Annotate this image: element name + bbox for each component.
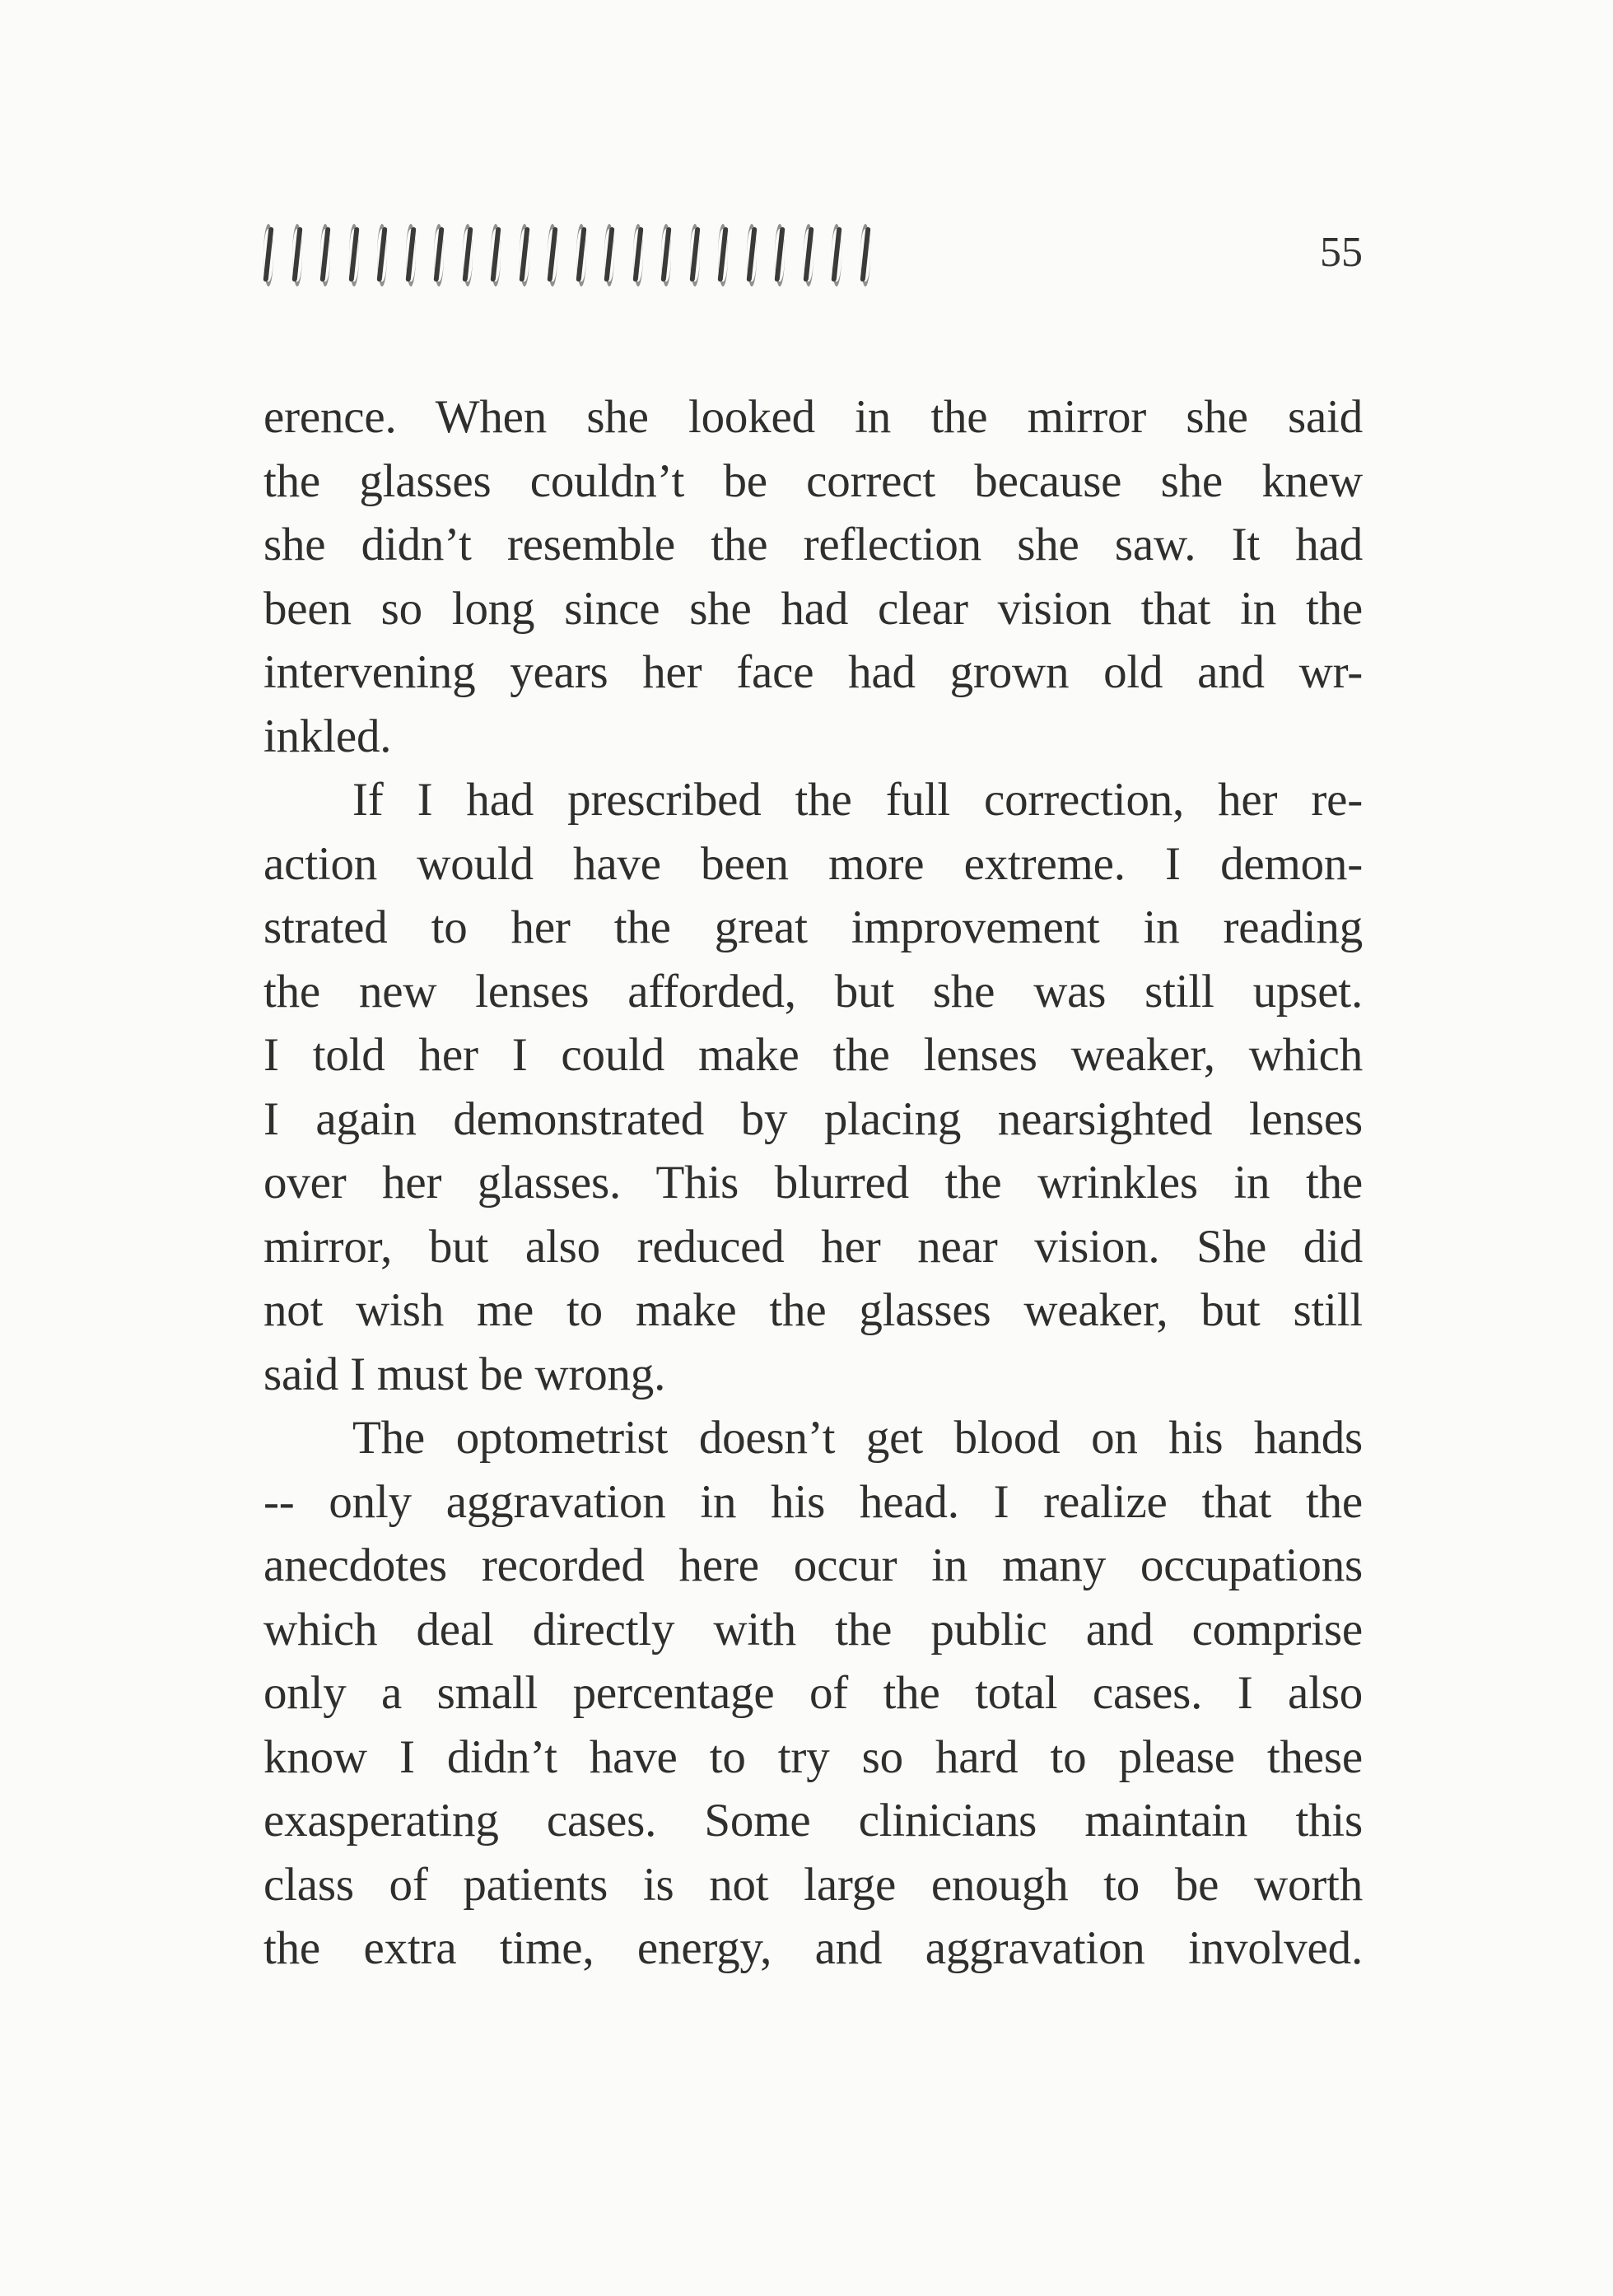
text-line: -- only aggravation in his head. I realize that the	[263, 1475, 1363, 1528]
paragraph-1	[263, 385, 1363, 768]
text-line: erence. When she looked in the mirror she said	[263, 391, 1363, 443]
text-line: mirror, but also reduced her near vision. She did	[263, 1220, 1363, 1273]
ornament-stroke-icon	[483, 222, 511, 288]
ornament-stroke-icon	[341, 222, 370, 288]
text-line: which deal directly with the public and comprise	[263, 1603, 1363, 1656]
text-line: I again demonstrated by placing nearsighted lenses	[263, 1092, 1363, 1145]
text-line: intervening years her face had grown old and wr-	[263, 646, 1363, 698]
text-line: the glasses couldn’t be correct because she knew	[263, 454, 1363, 507]
text-line: been so long since she had clear vision that in the	[263, 582, 1363, 635]
text-line: the extra time, energy, and aggravation involved.	[263, 1922, 1363, 1974]
ornament-stroke-icon	[682, 222, 711, 288]
text-line: inkled.	[263, 710, 392, 762]
text-line: action would have been more extreme. I demon-	[263, 837, 1363, 890]
paragraph-3	[263, 1406, 1363, 1981]
page-number: 55	[1320, 229, 1363, 276]
ornament-stroke-icon	[255, 222, 284, 288]
text-line: anecdotes recorded here occur in many occupations	[263, 1539, 1363, 1591]
text-line: If I had prescribed the full correction, her re-	[352, 774, 1363, 826]
ornament-stroke-icon	[852, 222, 881, 288]
paragraph-2	[263, 768, 1363, 1406]
text-line: over her glasses. This blurred the wrinkles in the	[263, 1157, 1363, 1209]
text-line: know I didn’t have to try so hard to please these	[263, 1730, 1363, 1783]
ornament-stroke-icon	[284, 222, 313, 288]
text-line: The optometrist doesn’t get blood on his hands	[352, 1412, 1363, 1464]
ornament-stroke-icon	[398, 222, 427, 288]
ornament-stroke-icon	[511, 222, 540, 288]
text-line: I told her I could make the lenses weaker, which	[263, 1029, 1363, 1081]
text-line: she didn’t resemble the reflection she saw. It had	[263, 519, 1363, 571]
text-line: not wish me to make the glasses weaker, but still	[263, 1284, 1363, 1336]
ornament-stroke-icon	[455, 222, 483, 288]
body-text	[263, 385, 1363, 1981]
text-line: only a small percentage of the total cases. I also	[263, 1667, 1363, 1719]
text-line: exasperating cases. Some clinicians maintain this	[263, 1795, 1363, 1847]
ornament-stroke-icon	[625, 222, 654, 288]
ornament-stroke-icon	[710, 222, 739, 288]
ornament-stroke-icon	[653, 222, 682, 288]
ornament-stroke-icon	[369, 222, 398, 288]
ornament-stroke-icon	[312, 222, 341, 288]
ornament-stroke-icon	[823, 222, 852, 288]
ornament-stroke-icon	[568, 222, 597, 288]
text-line: class of patients is not large enough to be worth	[263, 1858, 1363, 1911]
ornament-stroke-icon	[767, 222, 795, 288]
ornament-stroke-icon	[596, 222, 625, 288]
ornament-rule	[255, 222, 880, 288]
running-header	[247, 222, 1367, 288]
ornament-stroke-icon	[426, 222, 455, 288]
text-line: the new lenses afforded, but she was still upset.	[263, 965, 1363, 1018]
text-line: strated to her the great improvement in reading	[263, 901, 1363, 953]
ornament-stroke-icon	[739, 222, 767, 288]
text-line: said I must be wrong.	[263, 1348, 666, 1400]
ornament-stroke-icon	[795, 222, 824, 288]
ornament-stroke-icon	[539, 222, 568, 288]
